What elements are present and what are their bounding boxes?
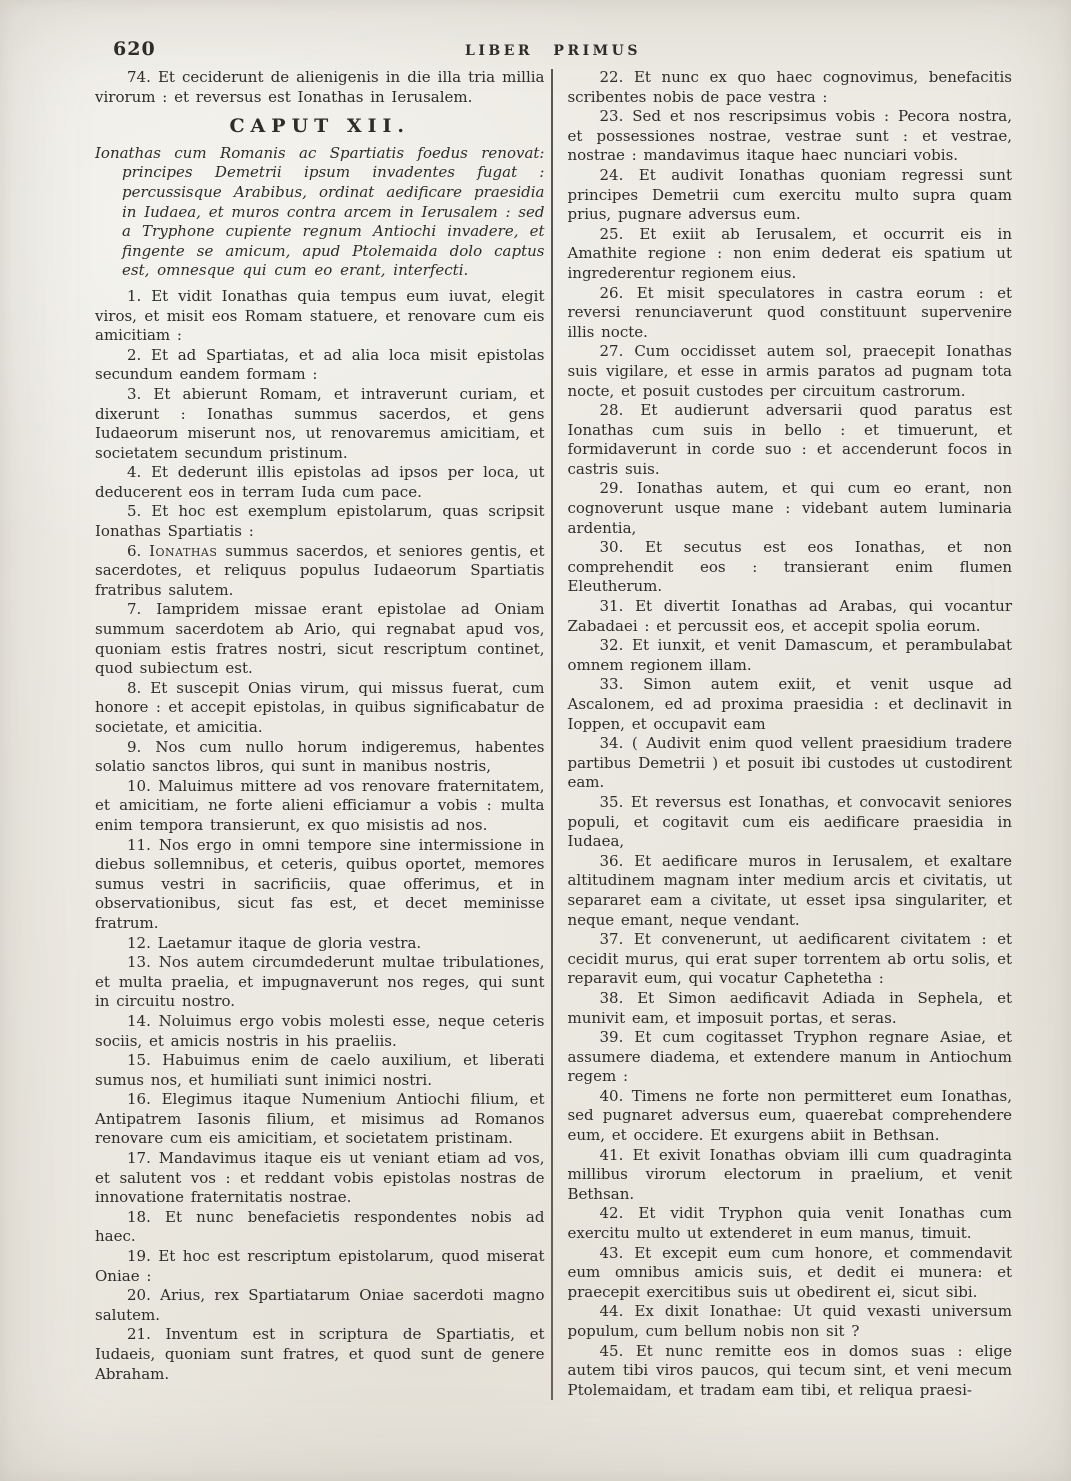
verse-number: 3. — [127, 384, 154, 403]
verse-number: 11. — [127, 835, 159, 854]
verse-number: 6. — [127, 541, 150, 560]
verse-number: 23. — [599, 107, 633, 126]
verse-31: 31. Et divertit Ionathas ad Arabas, qui vocantur Zabadaei : et percussit eos, et accepit spolia eorum. — [567, 597, 1013, 635]
verse-number: 5. — [127, 502, 152, 521]
verse-number: 16. — [127, 1090, 162, 1109]
verse-35: 35. Et reversus est Ionathas, et convocavit seniores populi, et cogitavit cum eis aedificare praesidia in Iudaea, — [567, 792, 1012, 851]
verse-number: 22. — [599, 68, 634, 86]
verse-13: 13. Nos autem circumdederunt multae tribulationes, et multa praelia, et impugnaverunt nos reges, qui sunt in circuitu nostro. — [95, 953, 545, 1011]
verse-42: 42. Et vidit Tryphon quia venit Ionathas cum exercitu multo ut extenderet in eum manus, timuit. — [567, 1204, 1013, 1243]
verse-number: 20. — [127, 1286, 161, 1305]
column-divider — [551, 69, 553, 1400]
verse-4: 4. Et dederunt illis epistolas ad ipsos per loca, ut deducerent eos in terram Iuda cum pace. — [95, 463, 545, 501]
verse-number: 19. — [127, 1247, 159, 1266]
verse-number: 44. — [599, 1302, 635, 1321]
verse-number: 10. — [127, 776, 159, 795]
verse-number: 30. — [599, 538, 645, 557]
verse-21: 21. Inventum est in scriptura de Spartiatis, et Iudaeis, quoniam sunt fratres, et quod sunt de genere Abraham. — [95, 1325, 545, 1383]
verse-number: 43. — [599, 1243, 635, 1262]
verse-number: 27. — [599, 342, 635, 361]
verse-number: 28. — [599, 401, 641, 420]
verse-22: 22. Et nunc ex quo haec cognovimus, benefacitis scribentes nobis de pace vestra : — [567, 68, 1013, 106]
verse-17: 17. Mandavimus itaque eis ut veniant etiam ad vos, et salutent vos : et reddant vobis epistolas nostras de innovatione fraternitatis nostrae. — [95, 1149, 545, 1207]
verse-1: 1. Et vidit Ionathas quia tempus eum iuvat, elegit viros, et misit eos Romam statuere, et renovare cum eis amicitiam : — [95, 286, 545, 345]
text-columns — [0, 66, 1071, 1400]
verse-number: 15. — [127, 1051, 163, 1070]
verse-25: 25. Et exiit ab Ierusalem, et occurrit eis in Amathite regione : non enim dederat eis spatium ut ingrederentur regionem eius. — [567, 224, 1012, 282]
verse-2: 2. Et ad Spartiatas, et ad alia loca misit epistolas secundum eandem formam : — [95, 345, 545, 384]
verse-9: 9. Nos cum nullo horum indigeremus, habentes solatio sanctos libros, qui sunt in manibus nostris, — [95, 737, 545, 776]
verse-number: 25. — [599, 224, 640, 243]
verse-number: 14. — [127, 1011, 159, 1030]
verse-45: 45. Et nunc remitte eos in domos suas : elige autem tibi viros paucos, qui tecum sint, et veni mecum Ptolemaidam, et tradam eam tibi, et reliqua praesi- — [567, 1341, 1012, 1399]
verse-5: 5. Et hoc est exemplum epistolarum, quas scripsit Ionathas Spartiatis : — [95, 502, 545, 541]
verse-30: 30. Et secutus est eos Ionathas, et non comprehendit eos : transierant enim flumen Eleutherum. — [567, 538, 1013, 596]
verse-29: 29. Ionathas autem, et qui cum eo erant, non cognoverunt usque mane : videbant autem luminaria ardentia, — [567, 479, 1012, 537]
verse-number: 13. — [127, 953, 159, 972]
verse-34: 34. ( Audivit enim quod vellent praesidium tradere partibus Demetrii ) et posuit ibi custodes ut custodirent eam. — [567, 734, 1013, 792]
verse-11: 11. Nos ergo in omni tempore sine intermissione in diebus sollemnibus, et ceteris, quibus oportet, memores sumus vestri in sacrificiis, quae offerimus, et in observationibus, sicut fas est, et decet meminisse fratrum. — [95, 835, 545, 932]
verse-number: 40. — [599, 1086, 632, 1105]
verse-number: 17. — [127, 1149, 159, 1168]
verse-number: 24. — [599, 165, 639, 184]
verse-number: 33. — [599, 675, 644, 694]
verse-6: 6. Ionathas summus sacerdos, et seniores gentis, et sacerdotes, et reliquus populus Iudaeorum Spartiatis fratribus salutem. — [95, 541, 545, 599]
verse-number: 2. — [127, 345, 152, 364]
verse-number: 35. — [599, 792, 631, 811]
smallcaps-word: Ionathas — [149, 541, 218, 560]
verse-number: 29. — [599, 479, 637, 498]
verse-41: 41. Et exivit Ionathas obviam illi cum quadraginta millibus virorum electorum in praelium, et venit Bethsan. — [567, 1145, 1013, 1203]
verse-20: 20. Arius, rex Spartiatarum Oniae sacerdoti magno salutem. — [95, 1286, 545, 1324]
chapter-heading: CAPUT XII. — [229, 115, 411, 138]
verse-33: 33. Simon autem exiit, et venit usque ad Ascalonem, ed ad proxima praesidia : et declinavit in Ioppen, et occupavit eam — [567, 675, 1013, 733]
verse-18: 18. Et nunc benefacietis respondentes nobis ad haec. — [95, 1207, 545, 1246]
verse-38: 38. Et Simon aedificavit Adiada in Sephela, et munivit eam, et imposuit portas, et seras. — [567, 988, 1013, 1027]
verse-37: 37. Et convenerunt, ut aedificarent civitatem : et cecidit murus, qui erat super torrentem ab ortu solis, et reparavit eum, qui vocatur Caphetetha : — [567, 930, 1013, 988]
verse-44: 44. Ex dixit Ionathae: Ut quid vexasti universum populum, cum bellum nobis non sit ? — [567, 1302, 1013, 1340]
verse-12: 12. Laetamur itaque de gloria vestra. — [127, 933, 422, 952]
verse-10: 10. Maluimus mittere ad vos renovare fraternitatem, et amicitiam, ne forte alieni efficiamur a vobis : multa enim tempora transierunt, ex quo misistis ad nos. — [95, 776, 545, 834]
running-title: LIBER PRIMUS — [465, 43, 641, 59]
verse-number: 18. — [127, 1207, 166, 1226]
verse-24: 24. Et audivit Ionathas quoniam regressi sunt principes Demetrii cum exercitu multo supra quam prius, pugnare adversus eum. — [567, 165, 1012, 224]
verse-number: 4. — [127, 463, 152, 482]
column-left — [95, 68, 544, 1400]
verse-15: 15. Habuimus enim de caelo auxilium, et liberati sumus nos, et humiliati sunt inimici nostri. — [95, 1051, 545, 1089]
verse-number: 36. — [599, 851, 635, 870]
verse-26: 26. Et misit speculatores in castra eorum : et reversi renunciaverunt quod constituunt supervenire illis nocte. — [567, 283, 1012, 341]
verse-number: 74. — [127, 68, 158, 86]
verse-number: 32. — [599, 636, 632, 655]
verse-number: 12. — [127, 933, 158, 952]
verse-40: 40. Timens ne forte non permitteret eum Ionathas, sed pugnaret adversus eum, quaerebat comprehendere eum, et occidere. Et exurgens abiit in Bethsan. — [567, 1086, 1012, 1145]
verse-number: 1. — [127, 286, 152, 305]
chapter-argument: Ionathas cum Romanis ac Spartiatis foedus renovat: principes Demetrii ipsum invadentes fugat : percussisque Arabibus, ordinat aedificare praesidia in Iudaea, et muros contra arcem in Ierusalem : sed a Tryphone cupiente regnum Antiochi invadere, et fingente se amicum, apud Ptolemaida dolo captus est, omnesque qui cum eo erant, interfecti. — [95, 143, 545, 280]
verse-74: 74. Et ceciderunt de alienigenis in die illa tria millia virorum : et reversus est Ionathas in Ierusalem. — [95, 68, 545, 106]
verse-7: 7. Iampridem missae erant epistolae ad Oniam summum sacerdotem ab Ario, qui regnabat apud vos, quoniam estis fratres nostri, sicut rescriptum continet, quod subiectum est. — [95, 600, 545, 678]
verse-number: 45. — [599, 1341, 636, 1360]
verse-3: 3. Et abierunt Romam, et intraverunt curiam, et dixerunt : Ionathas summus sacerdos, et gens Iudaeorum miserunt nos, ut renovaremus amicitiam, et societatem secundum pristinum. — [95, 384, 545, 462]
column-right — [567, 68, 1012, 1400]
verse-43: 43. Et excepit eum cum honore, et commendavit eum omnibus amicis suis, et dedit ei munera: et praecepit exercitibus suis ut obedirent ei, sicut sibi. — [567, 1243, 1012, 1301]
verse-28: 28. Et audierunt adversarii quod paratus est Ionathas cum suis in bello : et timuerunt, et formidaverunt in corde suo : et accenderunt focos in castris suis. — [567, 401, 1013, 478]
verse-19: 19. Et hoc est rescriptum epistolarum, quod miserat Oniae : — [95, 1247, 545, 1285]
verse-number: 31. — [599, 597, 636, 616]
page-header — [0, 0, 1071, 66]
verse-23: 23. Sed et nos rescripsimus vobis : Pecora nostra, et possessiones nostrae, vestrae sunt : et vestrae, nostrae : mandavimus itaque haec nunciari vobis. — [567, 107, 1012, 165]
verse-number: 26. — [599, 283, 637, 302]
verse-32: 32. Et iunxit, et venit Damascum, et perambulabat omnem regionem illam. — [567, 636, 1012, 674]
verse-36: 36. Et aedificare muros in Ierusalem, et exaltare altitudinem magnam inter medium arcis et civitatis, ut separaret eam a civitate, ut esset ipsa singulariter, et neque emant, neque vendant. — [567, 851, 1012, 929]
verse-number: 7. — [127, 600, 157, 619]
verse-14: 14. Noluimus ergo vobis molesti esse, neque ceteris sociis, et amicis nostris in his praeliis. — [95, 1011, 545, 1050]
verse-27: 27. Cum occidisset autem sol, praecepit Ionathas suis vigilare, et esse in armis paratos ad pugnam tota nocte, et posuit custodes per circuitum castrorum. — [567, 342, 1013, 400]
verse-number: 41. — [599, 1145, 633, 1164]
verse-number: 9. — [127, 737, 156, 756]
verse-number: 8. — [127, 678, 151, 697]
verse-number: 42. — [599, 1204, 639, 1223]
verse-number: 34. — [599, 734, 632, 753]
verse-number: 37. — [599, 930, 634, 949]
verse-number: 21. — [127, 1325, 166, 1344]
verse-39: 39. Et cum cogitasset Tryphon regnare Asiae, et assumere diadema, et extendere manum in Antiochum regem : — [567, 1028, 1012, 1086]
verse-8: 8. Et suscepit Onias virum, qui missus fuerat, cum honore : et accepit epistolas, in quibus significabatur de societate, et amicitia. — [95, 678, 545, 736]
verse-16: 16. Elegimus itaque Numenium Antiochi filium, et Antipatrem Iasonis filium, et misimus ad Romanos renovare cum eis amicitiam, et societatem pristinam. — [95, 1090, 545, 1148]
verse-number: 38. — [599, 988, 638, 1007]
page-number: 620 — [113, 38, 156, 60]
verse-number: 39. — [599, 1028, 635, 1047]
